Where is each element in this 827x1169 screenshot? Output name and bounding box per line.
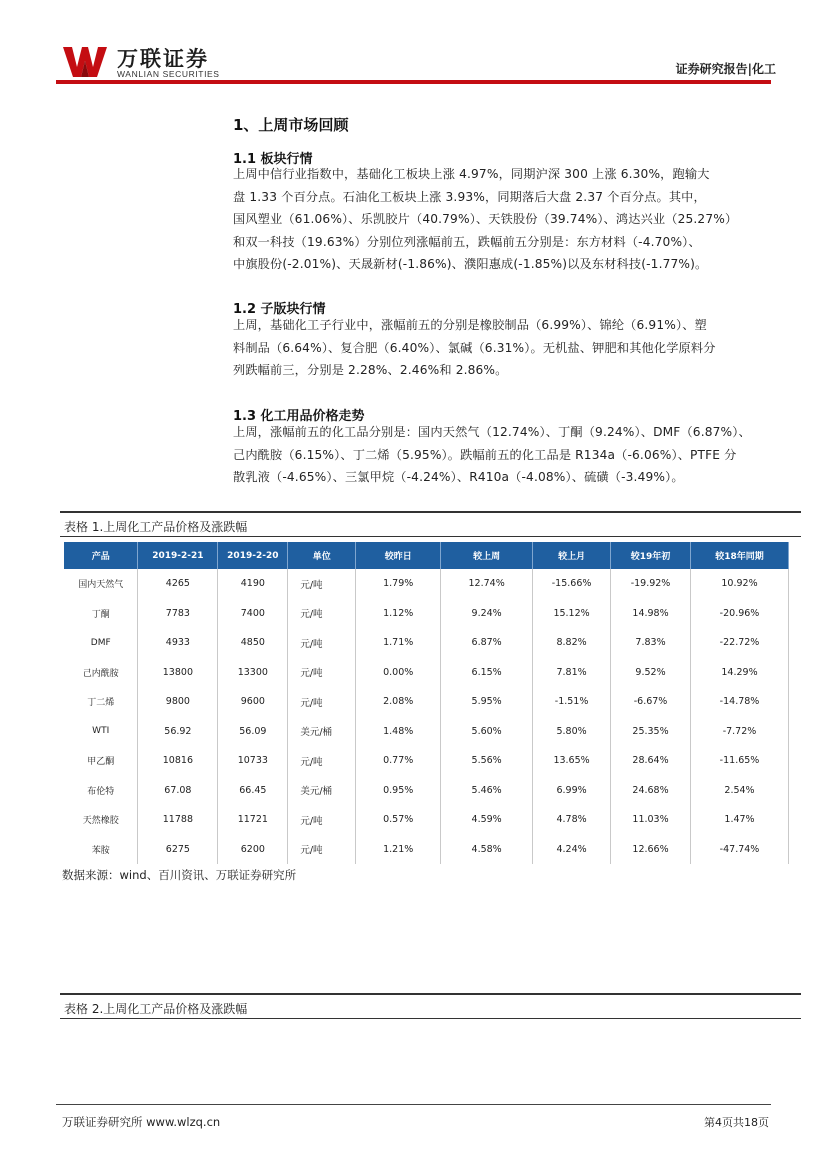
table-cell: -15.66%: [533, 569, 611, 599]
table-cell: 11721: [218, 805, 288, 835]
product-name-cell: DMF: [64, 628, 138, 658]
product-name-cell: 苯胺: [64, 835, 138, 865]
table-cell: 10816: [138, 746, 218, 776]
table-cell: 9800: [138, 687, 218, 717]
table-cell: 10733: [218, 746, 288, 776]
paragraph-line: 上周，涨幅前五的化工品分别是：国内天然气（12.74%）、丁酮（9.24%）、DMF（6.87%）、: [233, 425, 751, 439]
table-header-row: [64, 542, 789, 569]
table-cell: 0.77%: [356, 746, 441, 776]
table-cell: 1.71%: [356, 628, 441, 658]
table-cell: -47.74%: [691, 835, 789, 865]
table-cell: 13300: [218, 658, 288, 688]
table-row: [64, 687, 789, 717]
unit-cell: 元/吨: [288, 746, 356, 776]
product-name-cell: 布伦特: [64, 776, 138, 806]
page-number: 第4页共18页: [704, 1116, 769, 1129]
data-source-note: 数据来源：wind、百川资讯、万联证券研究所: [62, 868, 297, 882]
table-cell: 12.74%: [441, 569, 533, 599]
table-cell: 7783: [138, 599, 218, 629]
unit-cell: 元/吨: [288, 835, 356, 865]
table-cell: 1.79%: [356, 569, 441, 599]
table-cell: 4.24%: [533, 835, 611, 865]
table-cell: 6.99%: [533, 776, 611, 806]
product-name-cell: 国内天然气: [64, 569, 138, 599]
column-header: 较昨日: [356, 542, 441, 569]
table-cell: 10.92%: [691, 569, 789, 599]
table-cell: 56.09: [218, 717, 288, 747]
table-cell: 8.82%: [533, 628, 611, 658]
unit-cell: 元/吨: [288, 569, 356, 599]
subsection-title-1-3: 1.3 化工用品价格走势: [233, 409, 365, 424]
table-cell: 9.52%: [611, 658, 691, 688]
product-name-cell: WTI: [64, 717, 138, 747]
paragraph-line: 上周，基础化工子行业中，涨幅前五的分别是橡胶制品（6.99%）、锦纶（6.91%）、塑: [233, 318, 707, 332]
logo-english-name: WANLIAN SECURITIES: [117, 69, 220, 79]
column-header: 较18年同期: [691, 542, 789, 569]
table-cell: 4850: [218, 628, 288, 658]
column-header: 单位: [288, 542, 356, 569]
logo-chinese-name: 万联证券: [117, 47, 209, 71]
table-cell: 1.21%: [356, 835, 441, 865]
table-cell: 4265: [138, 569, 218, 599]
subsection-title-1-1: 1.1 板块行情: [233, 152, 313, 167]
paragraph-line: 和双一科技（19.63%）分别位列涨幅前五，跌幅前五分别是：东方材料（-4.70%）、: [233, 234, 701, 249]
table-cell: 11.03%: [611, 805, 691, 835]
price-change-table: [64, 542, 789, 864]
table-cell: 7400: [218, 599, 288, 629]
table-cell: 4933: [138, 628, 218, 658]
table-row: [64, 776, 789, 806]
table-row: [64, 805, 789, 835]
table-cell: 12.66%: [611, 835, 691, 865]
footer-divider: [56, 1104, 771, 1105]
table-cell: -20.96%: [691, 599, 789, 629]
table-cell: 11788: [138, 805, 218, 835]
table-cell: 28.64%: [611, 746, 691, 776]
header-divider: [56, 80, 771, 84]
paragraph-line: 料制品（6.64%）、复合肥（6.40%）、氯碱（6.31%）。无机盐、钾肥和其他化学原料分: [233, 340, 716, 355]
column-header: 2019-2-21: [138, 542, 218, 569]
table-cell: -19.92%: [611, 569, 691, 599]
table-body: [64, 569, 789, 864]
table-cell: -1.51%: [533, 687, 611, 717]
table-cell: 4.58%: [441, 835, 533, 865]
table-row: [64, 658, 789, 688]
table-row: [64, 628, 789, 658]
table-cell: 1.12%: [356, 599, 441, 629]
unit-cell: 美元/桶: [288, 717, 356, 747]
table-row: [64, 835, 789, 865]
table-cell: 13800: [138, 658, 218, 688]
column-header: 产品: [64, 542, 138, 569]
table-cell: 6.15%: [441, 658, 533, 688]
table-cell: 25.35%: [611, 717, 691, 747]
footer-institute: 万联证券研究所 www.wlzq.cn: [62, 1115, 221, 1129]
product-name-cell: 天然橡胶: [64, 805, 138, 835]
table-1-title: 表格 1.上周化工产品价格及涨跌幅: [60, 511, 801, 537]
product-name-cell: 丁二烯: [64, 687, 138, 717]
table-row: [64, 599, 789, 629]
table-cell: 6275: [138, 835, 218, 865]
table-cell: 5.56%: [441, 746, 533, 776]
column-header: 较上周: [441, 542, 533, 569]
table-cell: 6200: [218, 835, 288, 865]
table-cell: 5.95%: [441, 687, 533, 717]
table-cell: 7.83%: [611, 628, 691, 658]
table-cell: 1.48%: [356, 717, 441, 747]
table-cell: 5.46%: [441, 776, 533, 806]
table-cell: 14.29%: [691, 658, 789, 688]
unit-cell: 元/吨: [288, 628, 356, 658]
table-cell: -22.72%: [691, 628, 789, 658]
table-cell: 4.59%: [441, 805, 533, 835]
column-header: 2019-2-20: [218, 542, 288, 569]
paragraph-subsector-performance: [233, 314, 778, 382]
table-cell: 24.68%: [611, 776, 691, 806]
table-cell: 0.00%: [356, 658, 441, 688]
paragraph-line: 己内酰胺（6.15%）、丁二烯（5.95%）。跌幅前五的化工品是 R134a（-6.06%）、PTFE 分: [233, 447, 737, 462]
table-cell: 5.80%: [533, 717, 611, 747]
table-cell: 1.47%: [691, 805, 789, 835]
table-cell: 13.65%: [533, 746, 611, 776]
table-cell: -11.65%: [691, 746, 789, 776]
table-cell: -7.72%: [691, 717, 789, 747]
table-row: [64, 717, 789, 747]
paragraph-sector-performance: [233, 163, 778, 276]
unit-cell: 元/吨: [288, 599, 356, 629]
table-cell: 14.98%: [611, 599, 691, 629]
section-title: 1、上周市场回顾: [233, 116, 349, 134]
table-cell: 15.12%: [533, 599, 611, 629]
table-cell: 0.57%: [356, 805, 441, 835]
subsection-title-1-2: 1.2 子版块行情: [233, 302, 326, 317]
table-cell: 9600: [218, 687, 288, 717]
table-cell: 7.81%: [533, 658, 611, 688]
paragraph-line: 上周中信行业指数中，基础化工板块上涨 4.97%，同期沪深 300 上涨 6.30%，跑输大: [233, 167, 710, 181]
report-category: 证券研究报告|化工: [675, 62, 776, 76]
table-cell: 4.78%: [533, 805, 611, 835]
paragraph-line: 国风塑业（61.06%）、乐凯胶片（40.79%）、天铁股份（39.74%）、鸿达兴业（25.27%）: [233, 212, 738, 226]
wanlian-logo-icon: [63, 47, 107, 77]
column-header: 较19年初: [611, 542, 691, 569]
product-name-cell: 己内酰胺: [64, 658, 138, 688]
product-name-cell: 甲乙酮: [64, 746, 138, 776]
column-header: 较上月: [533, 542, 611, 569]
unit-cell: 美元/桶: [288, 776, 356, 806]
table-cell: -6.67%: [611, 687, 691, 717]
unit-cell: 元/吨: [288, 658, 356, 688]
table-2-title: 表格 2.上周化工产品价格及涨跌幅: [60, 993, 801, 1019]
product-name-cell: 丁酮: [64, 599, 138, 629]
unit-cell: 元/吨: [288, 805, 356, 835]
table-cell: 66.45: [218, 776, 288, 806]
table-cell: 5.60%: [441, 717, 533, 747]
table-cell: 4190: [218, 569, 288, 599]
table-cell: 56.92: [138, 717, 218, 747]
table-cell: -14.78%: [691, 687, 789, 717]
table-cell: 0.95%: [356, 776, 441, 806]
table-cell: 2.08%: [356, 687, 441, 717]
unit-cell: 元/吨: [288, 687, 356, 717]
paragraph-line: 中旗股份(-2.01%)、天晟新材(-1.86%)、濮阳惠成(-1.85%)以及东材科技(-1.77%)。: [233, 257, 708, 271]
table-cell: 2.54%: [691, 776, 789, 806]
table-cell: 9.24%: [441, 599, 533, 629]
paragraph-line: 列跌幅前三，分别是 2.28%、2.46%和 2.86%。: [233, 363, 508, 377]
paragraph-line: 盘 1.33 个百分点。石油化工板块上涨 3.93%，同期落后大盘 2.37 个百分点。其中，: [233, 189, 706, 204]
paragraph-line: 散乳液（-4.65%）、三氯甲烷（-4.24%）、R410a（-4.08%）、硫磺（-3.49%）。: [233, 470, 684, 484]
table-row: [64, 569, 789, 599]
table-row: [64, 746, 789, 776]
table-cell: 67.08: [138, 776, 218, 806]
paragraph-price-trend: [233, 421, 778, 489]
table-cell: 6.87%: [441, 628, 533, 658]
